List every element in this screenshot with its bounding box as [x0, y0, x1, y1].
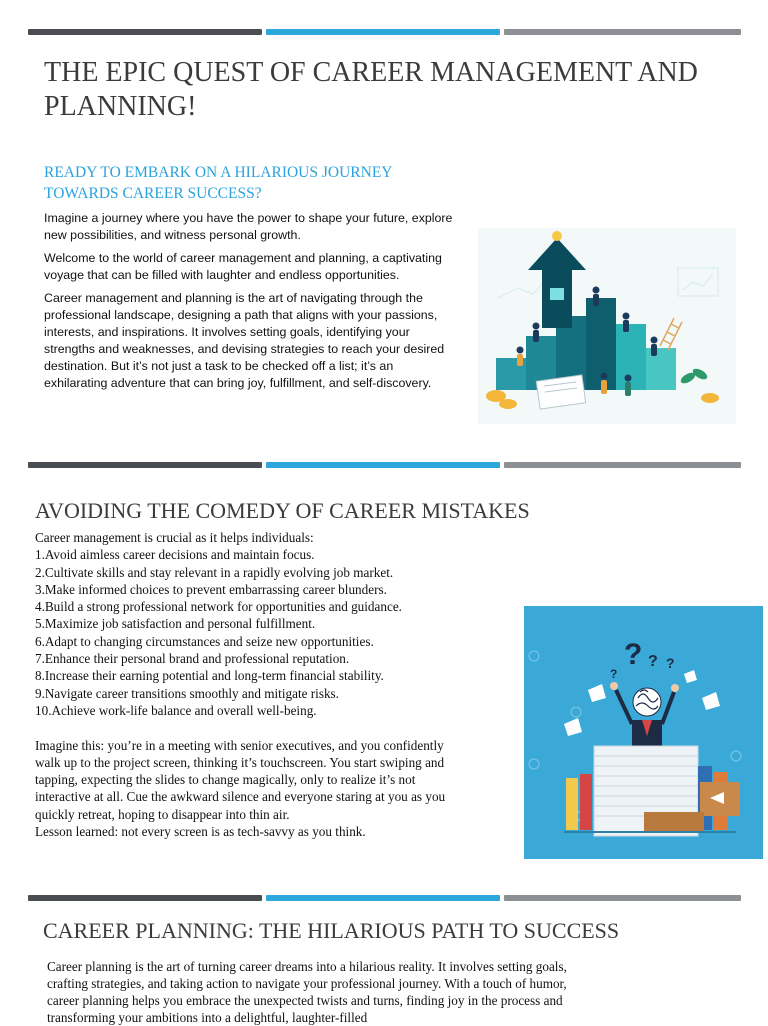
svg-text:?: ?: [648, 653, 658, 670]
list-item: 8.Increase their earning potential and long-term financial stability.: [35, 668, 384, 684]
overwhelmed-worker-illustration: [524, 606, 763, 859]
svg-text:?: ?: [624, 638, 643, 671]
list-item: 9.Navigate career transitions smoothly and mitigate risks.: [35, 685, 339, 701]
lesson-line: Lesson learned: not every screen is as tech-savvy as you think.: [35, 824, 366, 840]
divider-segment-blue: [266, 462, 500, 468]
story-line: tapping, expecting the slides to change magically, only to realize it’s not: [35, 772, 416, 788]
story-line: Imagine this: you’re in a meeting with senior executives, and you confidently: [35, 737, 444, 753]
svg-text:?: ?: [610, 667, 618, 681]
career-growth-illustration: [478, 228, 736, 424]
list-item: 6.Adapt to changing circumstances and seize new opportunities.: [35, 633, 374, 649]
section3-body: Career planning is the art of turning career dreams into a hilarious reality. It involves setting goals, crafting strategies, and taking action to navigate your professional journey. With a touch of humor, career planning helps you embrace the unexpected twists and turns, finding joy in the process and transforming your ambitions into a delightful, laughter-filled: [47, 959, 567, 1025]
section1-paragraph-3: Career management and planning is the art of navigating through the professional landscape, designing a path that aligns with your passions, interests, and inspirations. It involves setting goals, identifying your strengths and weaknesses, and devising strategies to reach your desired destination. But it’s not just a task to be checked off a list; it’s an exhilarating adventure that can bring joy, fulfillment, and self-discovery.: [44, 291, 445, 390]
divider-segment-gray: [504, 895, 741, 901]
list-item: 4.Build a strong professional network for opportunities and guidance.: [35, 599, 402, 615]
list-item: 7.Enhance their personal brand and professional reputation.: [35, 651, 350, 667]
list-item: 2.Cultivate skills and stay relevant in a rapidly evolving job market.: [35, 564, 394, 580]
section-divider-3: [28, 895, 741, 901]
story-line: interactive at all. Cue the awkward silence and everyone staring at you as you: [35, 789, 446, 805]
svg-text:?: ?: [666, 655, 675, 671]
section1-paragraph-1: Imagine a journey where you have the power to shape your future, explore new possibilities, and witness personal growth.: [44, 211, 453, 242]
section-divider-1: [28, 29, 741, 35]
document-icon: [536, 375, 585, 409]
divider-segment-dark: [28, 895, 262, 901]
divider-segment-blue: [266, 29, 500, 35]
divider-segment-dark: [28, 462, 262, 468]
section-divider-2: [28, 462, 741, 468]
paragraph-gap: [35, 719, 515, 736]
list-item: 3.Make informed choices to prevent embarrassing career blunders.: [35, 581, 387, 597]
story-line: walk up to the project screen, thinking it’s touchscreen. You start swiping and: [35, 754, 445, 770]
divider-segment-dark: [28, 29, 262, 35]
list-item: 5.Maximize job satisfaction and personal fulfillment.: [35, 616, 316, 632]
section1-title: THE EPIC QUEST OF CAREER MANAGEMENT AND PLANNING!: [44, 57, 698, 122]
section3-title: CAREER PLANNING: THE HILARIOUS PATH TO SUCCESS: [43, 918, 620, 943]
list-item: 1.Avoid aimless career decisions and maintain focus.: [35, 547, 315, 563]
section1-subtitle: READY TO EMBARK ON A HILARIOUS JOURNEY TOWARDS CAREER SUCCESS?: [44, 164, 392, 202]
section1-paragraph-2: Welcome to the world of career management and planning, a captivating voyage that can be filled with laughter and endless opportunities.: [44, 251, 442, 282]
section1-body: [44, 210, 460, 398]
section2-intro: Career management is crucial as it helps individuals:: [35, 530, 314, 545]
divider-segment-gray: [504, 462, 741, 468]
section2-body: [35, 529, 515, 840]
section2-title: AVOIDING THE COMEDY OF CAREER MISTAKES: [35, 498, 530, 523]
divider-segment-gray: [504, 29, 741, 35]
list-item: 10.Achieve work-life balance and overall well-being.: [35, 702, 317, 718]
divider-segment-blue: [266, 895, 500, 901]
story-line: quickly retreat, hoping to disappear into thin air.: [35, 806, 290, 822]
